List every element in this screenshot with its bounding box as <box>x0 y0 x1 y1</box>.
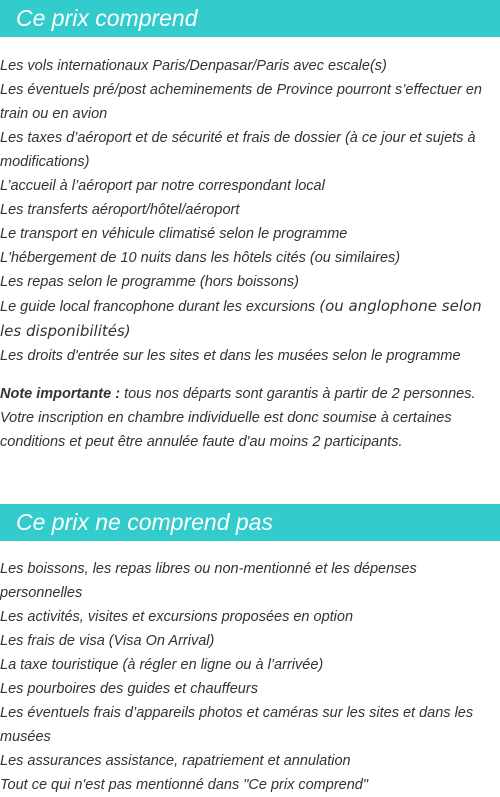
included-section-title: Ce prix comprend <box>0 0 500 37</box>
list-item: Les repas selon le programme (hors boissons) <box>0 274 299 290</box>
list-item: Le transport en véhicule climatisé selon le programme <box>0 226 348 242</box>
list-item: Les droits d'entrée sur les sites et dans les musées selon le programme <box>0 348 461 364</box>
list-item: Les pourboires des guides et chauffeurs <box>0 681 258 697</box>
list-item: Les activités, visites et excursions proposées en option <box>0 609 354 625</box>
list-item: Les taxes d’aéroport et de sécurité et frais de dossier (à ce jour et sujets à modifications) <box>0 130 476 170</box>
list-item: Les assurances assistance, rapatriement et annulation <box>0 753 351 769</box>
list-item: Les éventuels frais d’appareils photos et caméras sur les sites et dans les musées <box>0 705 474 745</box>
list-item: Les éventuels pré/post acheminements de Province pourront s’effectuer en train ou en avion <box>0 82 482 122</box>
list-item: La taxe touristique (à régler en ligne ou à l’arrivée) <box>0 657 324 673</box>
guide-text: Le guide local francophone durant les excursions <box>0 299 316 315</box>
important-note <box>0 382 500 454</box>
excluded-section-title: Ce prix ne comprend pas <box>0 504 500 541</box>
list-item: L'hébergement de 10 nuits dans les hôtels cités (ou similaires) <box>0 250 401 266</box>
list-item: Les vols internationaux Paris/Denpasar/Paris avec escale(s) <box>0 58 387 74</box>
note-label: Note importante : <box>0 386 121 402</box>
list-item: L’accueil à l’aéroport par notre correspondant local <box>0 178 325 194</box>
list-item-guide <box>0 294 500 344</box>
guide-suffix: (ou anglophone selon les disponibilités) <box>0 297 482 340</box>
list-item: Les boissons, les repas libres ou non-mentionné et les dépenses personnelles <box>0 561 417 601</box>
list-item: Les transferts aéroport/hôtel/aéroport <box>0 202 240 218</box>
note-text: tous nos départs sont garantis à partir de 2 personnes. Votre inscription en chambre individuelle est donc soumise à certaines conditions et peut être annulée faute d'au moins 2 participants. <box>0 386 476 450</box>
included-list <box>0 54 500 368</box>
list-item: Tout ce qui n'est pas mentionné dans "Ce prix comprend" <box>0 777 368 793</box>
excluded-list <box>0 557 500 797</box>
list-item: Les frais de visa (Visa On Arrival) <box>0 633 215 649</box>
